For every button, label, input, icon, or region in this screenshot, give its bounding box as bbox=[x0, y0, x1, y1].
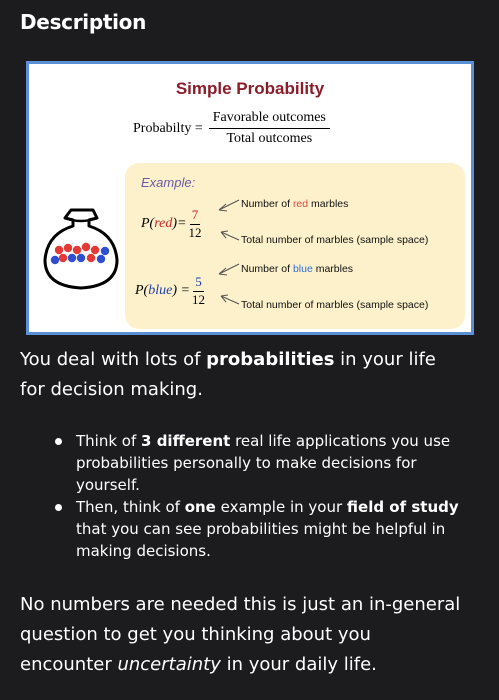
red-expr-lhs: P( bbox=[141, 216, 155, 231]
blue-note-pre: Number of bbox=[241, 263, 293, 275]
bullet-2-bold2: field of study bbox=[346, 498, 459, 516]
bullet-list bbox=[55, 430, 475, 562]
probability-figure bbox=[26, 61, 474, 335]
bullet-1-pre: Think of bbox=[76, 432, 142, 450]
blue-fraction bbox=[192, 274, 205, 308]
intro-pre: You deal with lots of bbox=[20, 349, 207, 370]
blue-expr-rhs: ) = bbox=[172, 283, 190, 298]
closing-line-3 bbox=[20, 650, 460, 680]
red-note-word: red bbox=[292, 198, 309, 210]
example-label: Example: bbox=[141, 175, 196, 190]
bullet-1-post: real life applications you use probabilities personally to make decisions for yourself. bbox=[76, 432, 451, 494]
closing-line-1: No numbers are needed this is just an in-general bbox=[20, 594, 461, 615]
formula-numerator: Favorable outcomes bbox=[209, 110, 330, 129]
red-expr-rhs: )= bbox=[172, 216, 187, 231]
closing-italic: uncertainty bbox=[117, 654, 221, 675]
closing-paragraph bbox=[20, 590, 460, 680]
blue-numerator: 5 bbox=[193, 274, 204, 292]
probability-formula bbox=[133, 110, 330, 147]
intro-line-2: for decision making. bbox=[20, 379, 203, 400]
bullet-item bbox=[55, 496, 475, 562]
closing-line-2: question to get you thinking about you bbox=[20, 624, 371, 645]
formula-denominator: Total outcomes bbox=[226, 131, 313, 146]
formula-lhs: Probabilty = bbox=[133, 120, 203, 136]
red-count-note bbox=[241, 198, 348, 210]
blue-denominator: 12 bbox=[191, 292, 205, 307]
total-note-1: Total number of marbles (sample space) bbox=[241, 234, 429, 246]
red-note-post: marbles bbox=[308, 198, 349, 210]
blue-expr-lhs: P( bbox=[135, 283, 149, 298]
intro-post: in your life bbox=[334, 349, 436, 370]
intro-line-1 bbox=[20, 345, 436, 375]
blue-expr-word: blue bbox=[148, 283, 173, 298]
total-note-2: Total number of marbles (sample space) bbox=[241, 299, 429, 311]
blue-count-note bbox=[241, 263, 353, 275]
bullet-2-mid: example in your bbox=[215, 498, 347, 516]
intro-paragraph bbox=[20, 345, 436, 405]
red-expr-word: red bbox=[154, 216, 173, 231]
red-probability-expression bbox=[141, 207, 201, 241]
red-fraction bbox=[188, 207, 201, 241]
red-denominator: 12 bbox=[188, 225, 202, 240]
closing-post: in your daily life. bbox=[220, 654, 377, 675]
intro-bold: probabilities bbox=[206, 349, 335, 370]
marble-jar-icon bbox=[35, 200, 127, 296]
blue-probability-expression bbox=[135, 274, 205, 308]
bullet-2-pre: Then, think of bbox=[76, 498, 185, 516]
blue-note-word: blue bbox=[292, 263, 313, 275]
bullet-item bbox=[55, 430, 475, 496]
formula-fraction bbox=[209, 110, 330, 147]
closing-pre: encounter bbox=[20, 654, 118, 675]
figure-title: Simple Probability bbox=[175, 79, 325, 98]
bullet-2-post: that you can see probabilities might be helpful in making decisions. bbox=[76, 520, 446, 560]
bullet-1-bold: 3 different bbox=[141, 432, 231, 450]
bullet-2-bold: one bbox=[184, 498, 216, 516]
red-numerator: 7 bbox=[190, 207, 201, 225]
description-heading: Description bbox=[20, 10, 147, 34]
blue-note-post: marbles bbox=[312, 263, 354, 275]
red-note-pre: Number of bbox=[241, 198, 293, 210]
